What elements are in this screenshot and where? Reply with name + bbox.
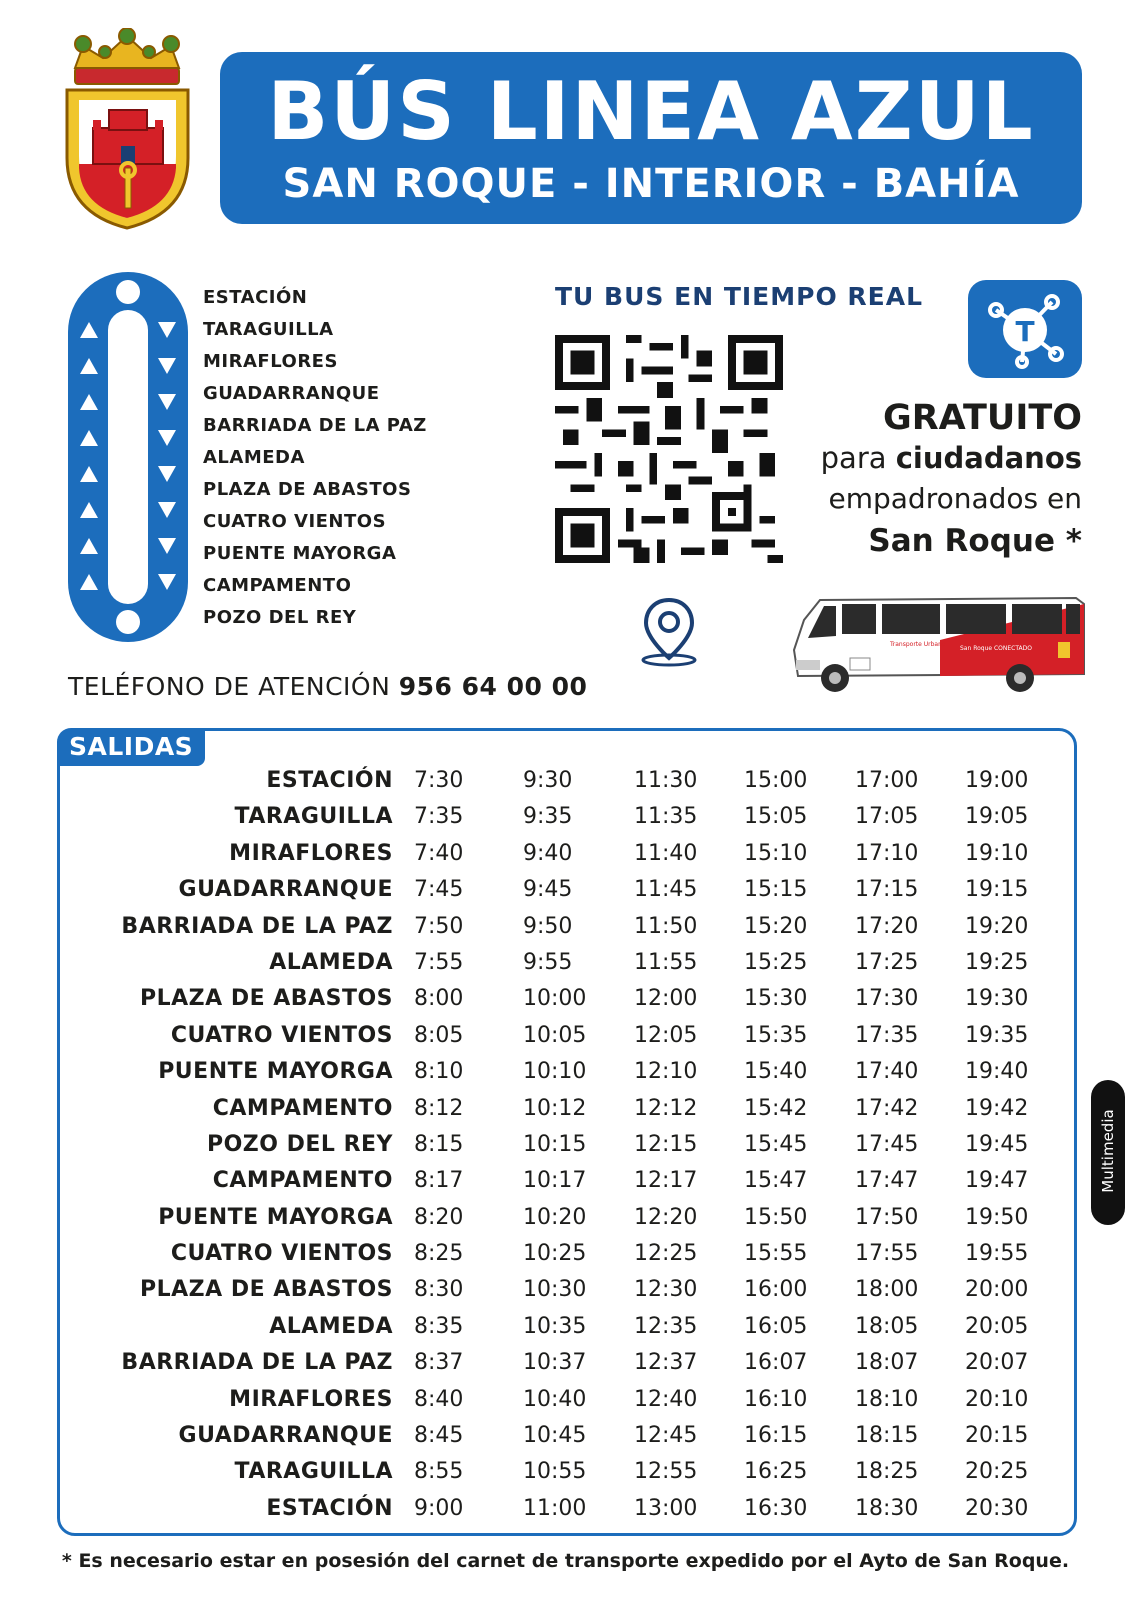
- stop-name-cell: CUATRO VIENTOS: [170, 1022, 393, 1048]
- free-notice-line2: para ciudadanos: [820, 441, 1082, 475]
- departure-time-cell: 10:20: [523, 1204, 587, 1230]
- departure-time-cell: 12:45: [634, 1423, 698, 1449]
- departure-time-cell: 16:05: [744, 1313, 808, 1339]
- departure-time-cell: 19:00: [965, 768, 1029, 793]
- route-stop: CUATRO VIENTOS: [203, 511, 387, 532]
- table-row: [60, 1454, 1074, 1490]
- departure-time-cell: 11:50: [634, 913, 698, 939]
- stop-name-cell: GUADARRANQUE: [178, 1423, 393, 1449]
- departure-time-cell: 8:25: [414, 1241, 464, 1267]
- multimedia-badge: [1091, 1080, 1125, 1225]
- departure-time-cell: 10:30: [523, 1277, 587, 1303]
- departure-time-cell: 15:30: [744, 986, 808, 1012]
- departure-time-cell: 12:10: [634, 1059, 698, 1085]
- route-stop: BARRIADA DE LA PAZ: [203, 415, 427, 436]
- footnote: * Es necesario estar en posesión del carnet de transporte expedido por el Ayto de San Roque.: [61, 1550, 1070, 1572]
- table-row: [60, 1127, 1074, 1163]
- table-row: [60, 1272, 1074, 1308]
- transport-app-icon[interactable]: [968, 280, 1082, 378]
- table-row: [60, 1491, 1074, 1527]
- route-stop: POZO DEL REY: [203, 607, 357, 628]
- departure-time-cell: 7:40: [414, 840, 464, 866]
- departure-time-cell: 13:00: [634, 1495, 698, 1521]
- route-stop: ALAMEDA: [203, 447, 305, 468]
- departure-time-cell: 9:55: [523, 949, 573, 975]
- route-stop: PLAZA DE ABASTOS: [203, 479, 412, 500]
- route-stop-list: [203, 285, 427, 637]
- departure-time-cell: 12:00: [634, 986, 698, 1012]
- stop-name-cell: TARAGUILLA: [234, 804, 393, 830]
- route-stop: ESTACIÓN: [203, 287, 308, 308]
- stop-name-cell: BARRIADA DE LA PAZ: [121, 1350, 393, 1376]
- free-notice-line3: empadronados en: [828, 482, 1082, 515]
- free-notice: [802, 398, 1082, 562]
- table-row: [60, 763, 1074, 799]
- departure-time-cell: 16:00: [744, 1277, 808, 1303]
- bus-image: [790, 590, 1086, 700]
- table-row: [60, 836, 1074, 872]
- free-notice-line4: San Roque *: [868, 523, 1082, 559]
- stop-name-cell: CAMPAMENTO: [212, 1095, 393, 1121]
- page-title: BÚS LINEA AZUL: [267, 65, 1035, 158]
- departure-time-cell: 12:20: [634, 1204, 698, 1230]
- departure-time-cell: 11:55: [634, 949, 698, 975]
- departure-time-cell: 17:25: [855, 949, 919, 975]
- departure-time-cell: 11:40: [634, 840, 698, 866]
- departure-time-cell: 8:45: [414, 1423, 464, 1449]
- departure-time-cell: 18:00: [855, 1277, 919, 1303]
- departure-time-cell: 10:17: [523, 1168, 587, 1194]
- departure-time-cell: 17:42: [855, 1095, 919, 1121]
- stop-name-cell: ALAMEDA: [269, 949, 393, 975]
- departure-time-cell: 8:37: [414, 1350, 464, 1376]
- departure-time-cell: 20:25: [965, 1459, 1029, 1485]
- stop-name-cell: ESTACIÓN: [266, 1495, 393, 1521]
- schedule-rows: [60, 763, 1074, 1527]
- departure-time-cell: 10:37: [523, 1350, 587, 1376]
- stop-name-cell: ESTACIÓN: [266, 768, 393, 793]
- stop-name-cell: MIRAFLORES: [229, 1386, 393, 1412]
- departure-time-cell: 16:10: [744, 1386, 808, 1412]
- departure-time-cell: 12:40: [634, 1386, 698, 1412]
- departure-time-cell: 16:25: [744, 1459, 808, 1485]
- departure-time-cell: 19:45: [965, 1131, 1029, 1157]
- departure-time-cell: 15:42: [744, 1095, 808, 1121]
- route-stop: GUADARRANQUE: [203, 383, 380, 404]
- departure-time-cell: 17:35: [855, 1022, 919, 1048]
- schedule-table: [57, 728, 1077, 1536]
- departure-time-cell: 17:00: [855, 768, 919, 793]
- title-banner: [220, 52, 1082, 224]
- qr-code-icon[interactable]: [555, 335, 783, 563]
- stop-name-cell: GUADARRANQUE: [178, 877, 393, 903]
- departure-time-cell: 11:30: [634, 768, 698, 793]
- departure-time-cell: 7:50: [414, 913, 464, 939]
- departure-time-cell: 10:10: [523, 1059, 587, 1085]
- departure-time-cell: 19:42: [965, 1095, 1029, 1121]
- table-row: [60, 909, 1074, 945]
- departure-time-cell: 8:35: [414, 1313, 464, 1339]
- departure-time-cell: 16:07: [744, 1350, 808, 1376]
- departure-time-cell: 19:35: [965, 1022, 1029, 1048]
- departure-time-cell: 8:12: [414, 1095, 464, 1121]
- departure-time-cell: 15:20: [744, 913, 808, 939]
- stop-name-cell: PLAZA DE ABASTOS: [140, 986, 393, 1012]
- route-stop: MIRAFLORES: [203, 351, 338, 372]
- stop-name-cell: PUENTE MAYORGA: [158, 1059, 393, 1085]
- departure-time-cell: 16:30: [744, 1495, 808, 1521]
- table-row: [60, 945, 1074, 981]
- table-row: [60, 872, 1074, 908]
- stop-name-cell: PUENTE MAYORGA: [158, 1204, 393, 1230]
- departure-time-cell: 10:40: [523, 1386, 587, 1412]
- free-notice-title: GRATUITO: [883, 398, 1082, 438]
- departure-time-cell: 9:40: [523, 840, 573, 866]
- stop-name-cell: PLAZA DE ABASTOS: [140, 1277, 393, 1303]
- departure-time-cell: 19:15: [965, 877, 1029, 903]
- departure-time-cell: 19:55: [965, 1241, 1029, 1267]
- departure-time-cell: 15:05: [744, 804, 808, 830]
- departure-time-cell: 15:47: [744, 1168, 808, 1194]
- departure-time-cell: 17:45: [855, 1131, 919, 1157]
- departure-time-cell: 12:25: [634, 1241, 698, 1267]
- departure-time-cell: 8:15: [414, 1131, 464, 1157]
- departure-time-cell: 7:30: [414, 768, 464, 793]
- bus-label: San Roque CONECTADO: [960, 645, 1033, 652]
- departure-time-cell: 9:45: [523, 877, 573, 903]
- departure-time-cell: 8:20: [414, 1204, 464, 1230]
- departure-time-cell: 12:05: [634, 1022, 698, 1048]
- departure-time-cell: 8:55: [414, 1459, 464, 1485]
- multimedia-badge-label: Multimedia: [1099, 1109, 1117, 1193]
- location-pin-icon: [638, 596, 700, 668]
- departure-time-cell: 15:00: [744, 768, 808, 793]
- departure-time-cell: 17:40: [855, 1059, 919, 1085]
- departure-time-cell: 15:45: [744, 1131, 808, 1157]
- departure-time-cell: 20:30: [965, 1495, 1029, 1521]
- departure-time-cell: 8:05: [414, 1022, 464, 1048]
- schedule-heading: SALIDAS: [57, 728, 205, 766]
- departure-time-cell: 19:05: [965, 804, 1029, 830]
- departure-time-cell: 8:00: [414, 986, 464, 1012]
- departure-time-cell: 17:20: [855, 913, 919, 939]
- departure-time-cell: 11:35: [634, 804, 698, 830]
- departure-time-cell: 15:55: [744, 1241, 808, 1267]
- departure-time-cell: 10:35: [523, 1313, 587, 1339]
- departure-time-cell: 12:12: [634, 1095, 698, 1121]
- departure-time-cell: 19:30: [965, 986, 1029, 1012]
- departure-time-cell: 7:35: [414, 804, 464, 830]
- stop-name-cell: MIRAFLORES: [229, 840, 393, 866]
- departure-time-cell: 11:00: [523, 1495, 587, 1521]
- table-row: [60, 1382, 1074, 1418]
- departure-time-cell: 19:40: [965, 1059, 1029, 1085]
- departure-time-cell: 20:10: [965, 1386, 1029, 1412]
- departure-time-cell: 9:35: [523, 804, 573, 830]
- departure-time-cell: 18:10: [855, 1386, 919, 1412]
- table-row: [60, 1200, 1074, 1236]
- departure-time-cell: 15:50: [744, 1204, 808, 1230]
- departure-time-cell: 9:50: [523, 913, 573, 939]
- departure-time-cell: 15:40: [744, 1059, 808, 1085]
- departure-time-cell: 17:30: [855, 986, 919, 1012]
- departure-time-cell: 20:05: [965, 1313, 1029, 1339]
- route-diagram-icon: [68, 272, 188, 642]
- departure-time-cell: 15:10: [744, 840, 808, 866]
- route-subtitle: SAN ROQUE - INTERIOR - BAHÍA: [282, 161, 1020, 207]
- departure-time-cell: 20:07: [965, 1350, 1029, 1376]
- svg-text:T: T: [1015, 315, 1035, 348]
- departure-time-cell: 8:40: [414, 1386, 464, 1412]
- table-row: [60, 1091, 1074, 1127]
- departure-time-cell: 18:07: [855, 1350, 919, 1376]
- table-row: [60, 1018, 1074, 1054]
- table-row: [60, 1054, 1074, 1090]
- table-row: [60, 1345, 1074, 1381]
- departure-time-cell: 9:00: [414, 1495, 464, 1521]
- departure-time-cell: 8:10: [414, 1059, 464, 1085]
- departure-time-cell: 15:25: [744, 949, 808, 975]
- departure-time-cell: 18:30: [855, 1495, 919, 1521]
- departure-time-cell: 10:05: [523, 1022, 587, 1048]
- departure-time-cell: 10:12: [523, 1095, 587, 1121]
- departure-time-cell: 12:17: [634, 1168, 698, 1194]
- departure-time-cell: 8:17: [414, 1168, 464, 1194]
- route-stop: CAMPAMENTO: [203, 575, 352, 596]
- departure-time-cell: 11:45: [634, 877, 698, 903]
- stop-name-cell: BARRIADA DE LA PAZ: [121, 913, 393, 939]
- bus-label: Transporte Urbano: [890, 641, 946, 648]
- stop-name-cell: CAMPAMENTO: [212, 1168, 393, 1194]
- departure-time-cell: 8:30: [414, 1277, 464, 1303]
- departure-time-cell: 18:25: [855, 1459, 919, 1485]
- departure-time-cell: 10:45: [523, 1423, 587, 1449]
- departure-time-cell: 17:15: [855, 877, 919, 903]
- stop-name-cell: CUATRO VIENTOS: [170, 1241, 393, 1267]
- table-row: [60, 799, 1074, 835]
- departure-time-cell: 19:25: [965, 949, 1029, 975]
- table-row: [60, 1163, 1074, 1199]
- route-stop: PUENTE MAYORGA: [203, 543, 397, 564]
- departure-time-cell: 12:35: [634, 1313, 698, 1339]
- departure-time-cell: 17:10: [855, 840, 919, 866]
- departure-time-cell: 20:00: [965, 1277, 1029, 1303]
- departure-time-cell: 12:15: [634, 1131, 698, 1157]
- departure-time-cell: 7:45: [414, 877, 464, 903]
- stop-name-cell: POZO DEL REY: [206, 1131, 393, 1157]
- departure-time-cell: 9:30: [523, 768, 573, 793]
- phone-number[interactable]: 956 64 00 00: [398, 672, 588, 701]
- departure-time-cell: 16:15: [744, 1423, 808, 1449]
- departure-time-cell: 19:50: [965, 1204, 1029, 1230]
- table-row: [60, 1309, 1074, 1345]
- departure-time-cell: 15:35: [744, 1022, 808, 1048]
- departure-time-cell: 17:47: [855, 1168, 919, 1194]
- departure-time-cell: 19:20: [965, 913, 1029, 939]
- phone-line: [68, 672, 587, 701]
- departure-time-cell: 19:10: [965, 840, 1029, 866]
- departure-time-cell: 18:15: [855, 1423, 919, 1449]
- departure-time-cell: 18:05: [855, 1313, 919, 1339]
- departure-time-cell: 10:55: [523, 1459, 587, 1485]
- departure-time-cell: 12:30: [634, 1277, 698, 1303]
- departure-time-cell: 19:47: [965, 1168, 1029, 1194]
- departure-time-cell: 17:05: [855, 804, 919, 830]
- stop-name-cell: ALAMEDA: [269, 1313, 393, 1339]
- departure-time-cell: 17:55: [855, 1241, 919, 1267]
- departure-time-cell: 12:55: [634, 1459, 698, 1485]
- realtime-heading: TU BUS EN TIEMPO REAL: [555, 282, 924, 311]
- departure-time-cell: 12:37: [634, 1350, 698, 1376]
- departure-time-cell: 10:25: [523, 1241, 587, 1267]
- table-row: [60, 1236, 1074, 1272]
- departure-time-cell: 20:15: [965, 1423, 1029, 1449]
- table-row: [60, 981, 1074, 1017]
- departure-time-cell: 7:55: [414, 949, 464, 975]
- departure-time-cell: 17:50: [855, 1204, 919, 1230]
- departure-time-cell: 10:15: [523, 1131, 587, 1157]
- departure-time-cell: 15:15: [744, 877, 808, 903]
- coat-of-arms-icon: [55, 28, 200, 233]
- table-row: [60, 1418, 1074, 1454]
- stop-name-cell: TARAGUILLA: [234, 1459, 393, 1485]
- departure-time-cell: 10:00: [523, 986, 587, 1012]
- route-stop: TARAGUILLA: [203, 319, 334, 340]
- phone-label: TELÉFONO DE ATENCIÓN: [68, 672, 391, 701]
